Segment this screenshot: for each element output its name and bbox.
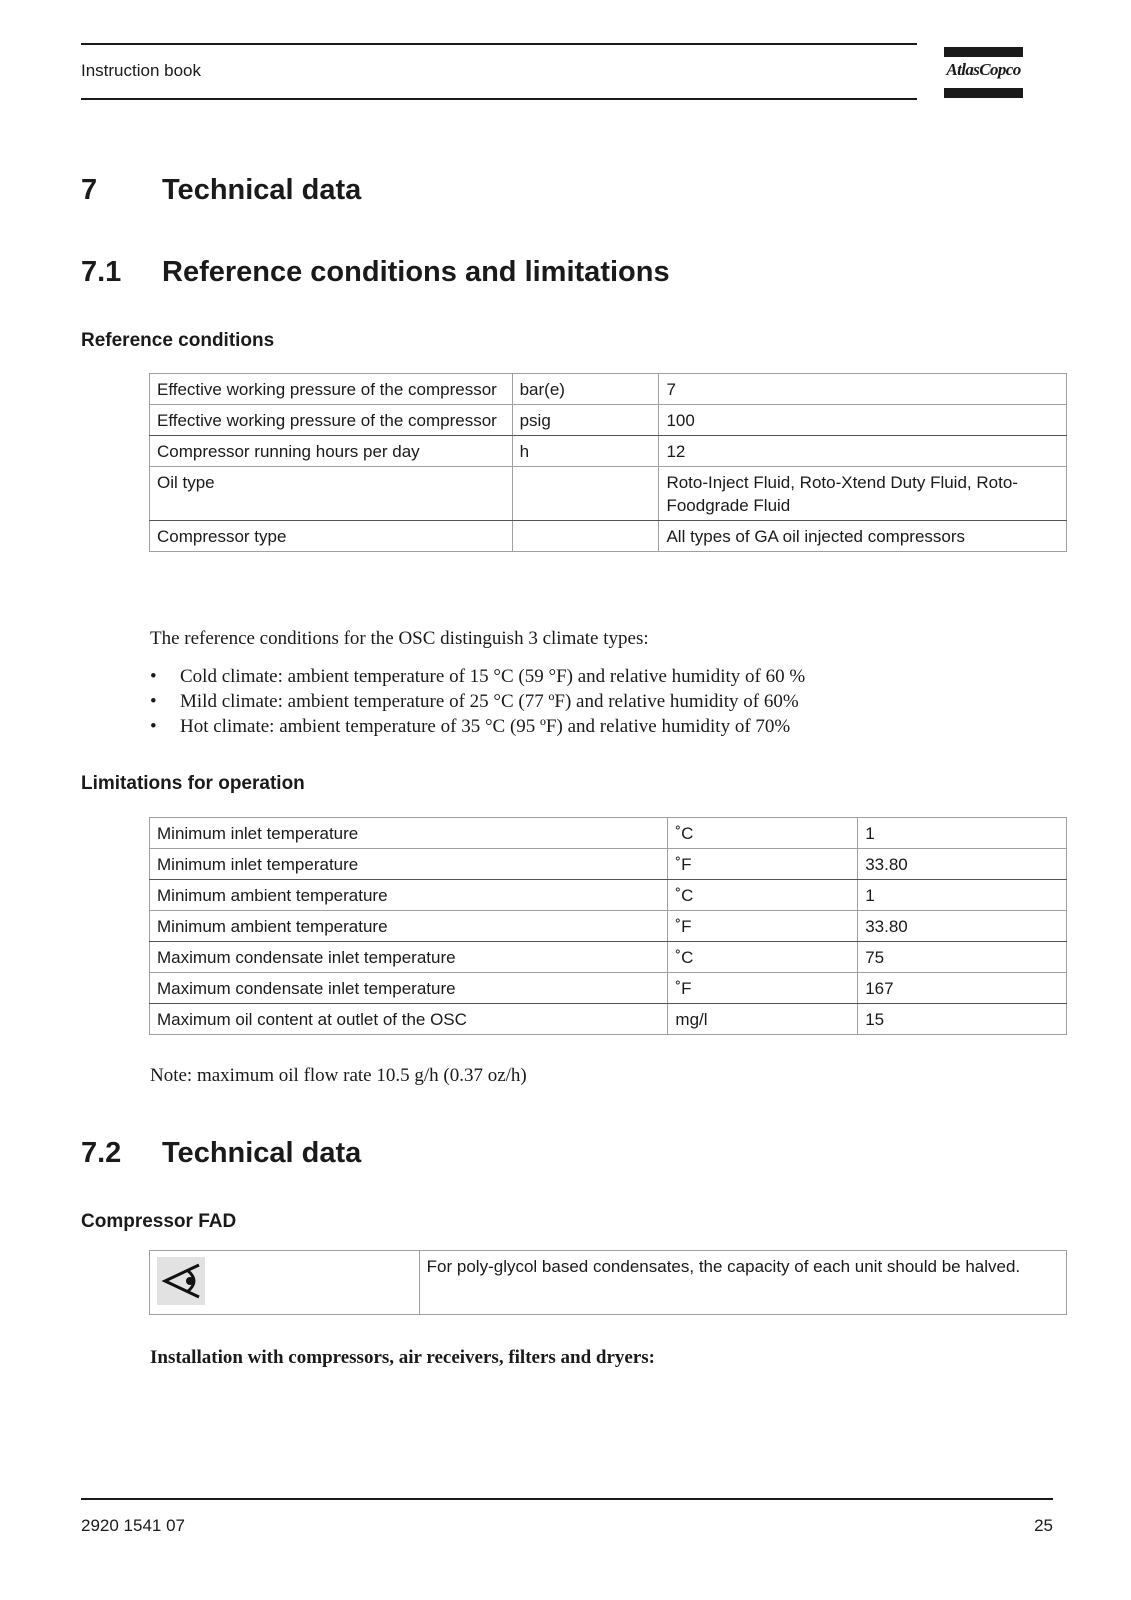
atlas-copco-logo	[944, 47, 1023, 99]
row-label: Minimum ambient temperature	[150, 880, 668, 911]
climate-intro: The reference conditions for the OSC distinguish 3 climate types:	[150, 628, 649, 649]
section-7-1-heading	[81, 256, 881, 292]
row-unit: bar(e)	[512, 374, 659, 405]
table-row	[150, 467, 1067, 521]
table-row	[150, 1251, 1067, 1315]
header-top-rule	[81, 43, 917, 45]
section-7-heading	[81, 174, 781, 210]
table-row	[150, 942, 1067, 973]
row-unit: ˚C	[668, 942, 858, 973]
row-unit	[512, 467, 659, 521]
table-row	[150, 911, 1067, 942]
notice-text: For poly-glycol based condensates, the capacity of each unit should be halved.	[419, 1251, 1066, 1315]
row-value: 15	[858, 1004, 1067, 1035]
row-value: 1	[858, 818, 1067, 849]
document-number: 2920 1541 07	[81, 1516, 185, 1535]
row-label: Oil type	[150, 467, 513, 521]
climate-list	[150, 664, 805, 739]
row-label: Maximum oil content at outlet of the OSC	[150, 1004, 668, 1035]
row-label: Effective working pressure of the compressor	[150, 374, 513, 405]
row-value: 167	[858, 973, 1067, 1004]
eye-icon	[157, 1257, 205, 1305]
page-number: 25	[1034, 1516, 1053, 1535]
limitations-table	[149, 817, 1067, 1035]
section-title: Technical data	[162, 174, 362, 206]
table-row	[150, 374, 1067, 405]
table-row	[150, 1004, 1067, 1035]
row-unit: mg/l	[668, 1004, 858, 1035]
reference-conditions-table	[149, 373, 1067, 552]
footer-rule	[81, 1498, 1053, 1500]
row-label: Compressor running hours per day	[150, 436, 513, 467]
installation-heading: Installation with compressors, air receivers, filters and dryers:	[150, 1347, 656, 1368]
row-value: 33.80	[858, 911, 1067, 942]
row-label: Minimum ambient temperature	[150, 911, 668, 942]
section-title: Technical data	[162, 1137, 362, 1169]
section-7-2-heading	[81, 1137, 781, 1173]
fad-notice-table	[149, 1250, 1067, 1315]
logo-wordmark: AtlasCopco	[946, 60, 1021, 79]
list-item: • Cold climate: ambient temperature of 15 °C (59 °F) and relative humidity of 60 %	[150, 664, 805, 689]
header-title: Instruction book	[81, 61, 202, 80]
row-label: Maximum condensate inlet temperature	[150, 942, 668, 973]
section-number: 7.1	[81, 256, 122, 288]
header-bottom-rule	[81, 98, 917, 100]
table-row	[150, 521, 1067, 552]
section-title: Reference conditions and limitations	[162, 256, 670, 288]
row-unit: h	[512, 436, 659, 467]
row-unit: ˚C	[668, 818, 858, 849]
row-label: Effective working pressure of the compressor	[150, 405, 513, 436]
table-row	[150, 973, 1067, 1004]
row-unit: ˚F	[668, 911, 858, 942]
table-row	[150, 880, 1067, 911]
row-value: 1	[858, 880, 1067, 911]
table-row	[150, 436, 1067, 467]
row-label: Minimum inlet temperature	[150, 849, 668, 880]
row-unit: ˚F	[668, 849, 858, 880]
section-number: 7.2	[81, 1137, 122, 1169]
list-item: • Hot climate: ambient temperature of 35 °C (95 ºF) and relative humidity of 70%	[150, 714, 805, 739]
row-unit	[512, 521, 659, 552]
row-label: Compressor type	[150, 521, 513, 552]
row-value: Roto-Inject Fluid, Roto-Xtend Duty Fluid, Roto-Foodgrade Fluid	[659, 467, 1067, 521]
oil-flow-note: Note: maximum oil flow rate 10.5 g/h (0.37 oz/h)	[150, 1065, 527, 1086]
table-row	[150, 849, 1067, 880]
row-label: Maximum condensate inlet temperature	[150, 973, 668, 1004]
limitations-heading: Limitations for operation	[81, 773, 305, 794]
row-value: All types of GA oil injected compressors	[659, 521, 1067, 552]
row-label: Minimum inlet temperature	[150, 818, 668, 849]
row-value: 12	[659, 436, 1067, 467]
row-unit: ˚F	[668, 973, 858, 1004]
row-value: 100	[659, 405, 1067, 436]
table-row	[150, 818, 1067, 849]
row-value: 75	[858, 942, 1067, 973]
list-item: • Mild climate: ambient temperature of 25 °C (77 ºF) and relative humidity of 60%	[150, 689, 805, 714]
row-value: 33.80	[858, 849, 1067, 880]
compressor-fad-heading: Compressor FAD	[81, 1211, 237, 1232]
row-unit: psig	[512, 405, 659, 436]
notice-icon-cell	[150, 1251, 420, 1315]
table-row	[150, 405, 1067, 436]
section-number: 7	[81, 174, 98, 206]
row-value: 7	[659, 374, 1067, 405]
reference-conditions-heading: Reference conditions	[81, 330, 275, 351]
row-unit: ˚C	[668, 880, 858, 911]
